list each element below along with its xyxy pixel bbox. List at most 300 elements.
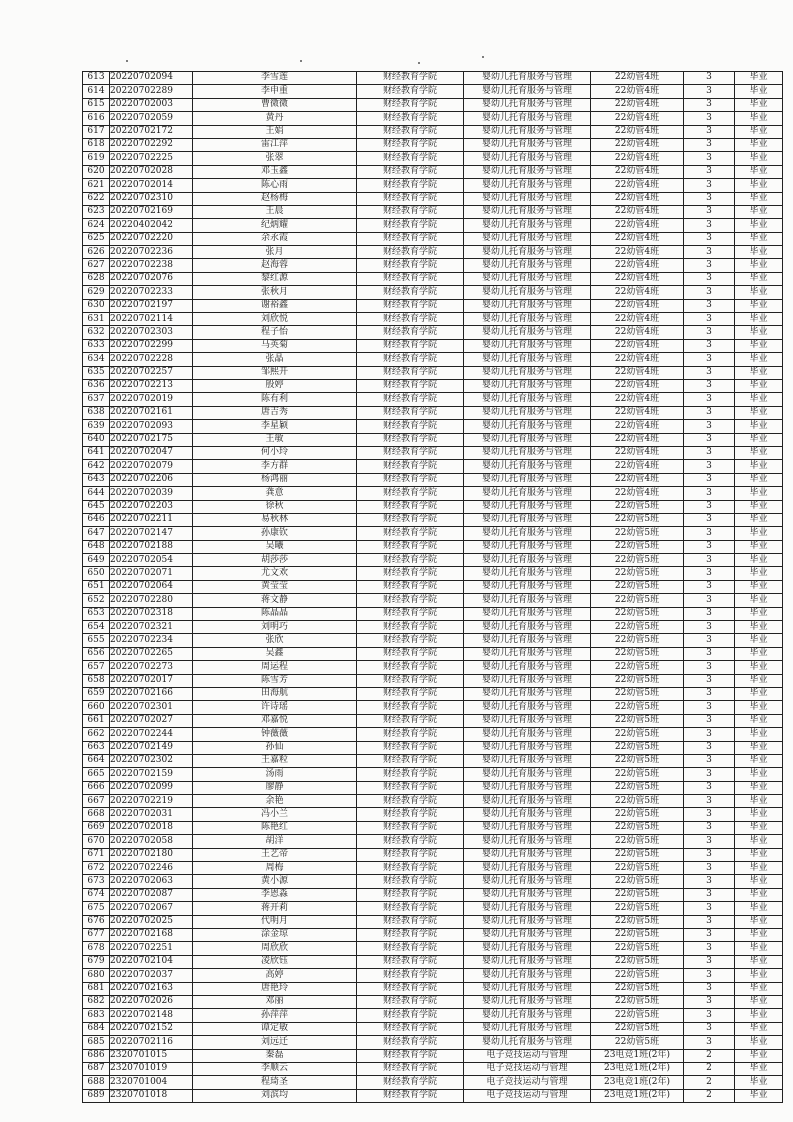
student-id-cell: 20220702225 bbox=[110, 152, 193, 165]
table-row bbox=[83, 687, 783, 700]
table-row bbox=[83, 607, 783, 620]
class-cell: 22幼管4班 bbox=[591, 393, 684, 406]
student-name-cell: 黄小源 bbox=[193, 875, 357, 888]
major-cell: 婴幼儿托育服务与管理 bbox=[464, 138, 591, 151]
table-row bbox=[83, 487, 783, 500]
student-id-cell: 20220702238 bbox=[110, 259, 193, 272]
major-cell: 婴幼儿托育服务与管理 bbox=[464, 420, 591, 433]
college-cell: 财经教育学院 bbox=[357, 888, 464, 901]
status-cell: 毕业 bbox=[735, 580, 783, 593]
years-cell: 3 bbox=[684, 969, 735, 982]
student-id-cell: 20220702299 bbox=[110, 339, 193, 352]
student-id-cell: 20220702018 bbox=[110, 821, 193, 834]
college-cell: 财经教育学院 bbox=[357, 821, 464, 834]
student-name-cell: 邓嘉悦 bbox=[193, 714, 357, 727]
scan-speck bbox=[126, 60, 128, 62]
college-cell: 财经教育学院 bbox=[357, 902, 464, 915]
student-name-cell: 邓玉鑫 bbox=[193, 165, 357, 178]
table-row bbox=[83, 473, 783, 486]
table-row bbox=[83, 420, 783, 433]
years-cell: 2 bbox=[684, 1062, 735, 1075]
student-name-cell: 吴曦 bbox=[193, 540, 357, 553]
college-cell: 财经教育学院 bbox=[357, 232, 464, 245]
table-row bbox=[83, 1036, 783, 1049]
major-cell: 婴幼儿托育服务与管理 bbox=[464, 246, 591, 259]
table-row bbox=[83, 446, 783, 459]
class-cell: 22幼管4班 bbox=[591, 246, 684, 259]
table-row bbox=[83, 580, 783, 593]
student-name-cell: 王艺帝 bbox=[193, 848, 357, 861]
student-id-cell: 20220702019 bbox=[110, 393, 193, 406]
student-id-cell: 20220702180 bbox=[110, 848, 193, 861]
row-number-cell: 669 bbox=[83, 821, 110, 834]
row-number-cell: 644 bbox=[83, 487, 110, 500]
row-number-cell: 649 bbox=[83, 554, 110, 567]
status-cell: 毕业 bbox=[735, 219, 783, 232]
status-cell: 毕业 bbox=[735, 473, 783, 486]
years-cell: 3 bbox=[684, 594, 735, 607]
table-row bbox=[83, 835, 783, 848]
table-row bbox=[83, 1062, 783, 1075]
student-id-cell: 20220702014 bbox=[110, 179, 193, 192]
student-id-cell: 20220702318 bbox=[110, 607, 193, 620]
class-cell: 22幼管5班 bbox=[591, 821, 684, 834]
table-row bbox=[83, 152, 783, 165]
class-cell: 22幼管4班 bbox=[591, 299, 684, 312]
years-cell: 3 bbox=[684, 98, 735, 111]
student-name-cell: 邹熙开 bbox=[193, 366, 357, 379]
college-cell: 财经教育学院 bbox=[357, 754, 464, 767]
student-id-cell: 20220702017 bbox=[110, 674, 193, 687]
status-cell: 毕业 bbox=[735, 1036, 783, 1049]
status-cell: 毕业 bbox=[735, 286, 783, 299]
row-number-cell: 641 bbox=[83, 446, 110, 459]
college-cell: 财经教育学院 bbox=[357, 152, 464, 165]
table-row bbox=[83, 125, 783, 138]
years-cell: 3 bbox=[684, 406, 735, 419]
student-id-cell: 20220702025 bbox=[110, 915, 193, 928]
class-cell: 22幼管5班 bbox=[591, 808, 684, 821]
status-cell: 毕业 bbox=[735, 982, 783, 995]
college-cell: 财经教育学院 bbox=[357, 835, 464, 848]
years-cell: 3 bbox=[684, 1036, 735, 1049]
table-row bbox=[83, 232, 783, 245]
student-id-cell: 20220702003 bbox=[110, 98, 193, 111]
class-cell: 22幼管5班 bbox=[591, 567, 684, 580]
years-cell: 3 bbox=[684, 848, 735, 861]
major-cell: 婴幼儿托育服务与管理 bbox=[464, 728, 591, 741]
student-id-cell: 20220702219 bbox=[110, 795, 193, 808]
status-cell: 毕业 bbox=[735, 969, 783, 982]
years-cell: 3 bbox=[684, 313, 735, 326]
student-name-cell: 唐吉秀 bbox=[193, 406, 357, 419]
row-number-cell: 658 bbox=[83, 674, 110, 687]
table-row bbox=[83, 942, 783, 955]
table-row bbox=[83, 848, 783, 861]
college-cell: 财经教育学院 bbox=[357, 353, 464, 366]
years-cell: 3 bbox=[684, 540, 735, 553]
class-cell: 22幼管5班 bbox=[591, 969, 684, 982]
major-cell: 婴幼儿托育服务与管理 bbox=[464, 955, 591, 968]
class-cell: 22幼管4班 bbox=[591, 138, 684, 151]
status-cell: 毕业 bbox=[735, 1022, 783, 1035]
status-cell: 毕业 bbox=[735, 433, 783, 446]
status-cell: 毕业 bbox=[735, 728, 783, 741]
status-cell: 毕业 bbox=[735, 915, 783, 928]
table-row bbox=[83, 192, 783, 205]
college-cell: 财经教育学院 bbox=[357, 326, 464, 339]
student-name-cell: 易秋林 bbox=[193, 513, 357, 526]
row-number-cell: 638 bbox=[83, 406, 110, 419]
years-cell: 3 bbox=[684, 982, 735, 995]
years-cell: 3 bbox=[684, 661, 735, 674]
student-name-cell: 张翠 bbox=[193, 152, 357, 165]
student-id-cell: 20220702116 bbox=[110, 1036, 193, 1049]
years-cell: 3 bbox=[684, 366, 735, 379]
row-number-cell: 628 bbox=[83, 272, 110, 285]
student-name-cell: 李顺云 bbox=[193, 1062, 357, 1075]
years-cell: 3 bbox=[684, 754, 735, 767]
status-cell: 毕业 bbox=[735, 406, 783, 419]
college-cell: 财经教育学院 bbox=[357, 487, 464, 500]
years-cell: 3 bbox=[684, 473, 735, 486]
row-number-cell: 619 bbox=[83, 152, 110, 165]
major-cell: 婴幼儿托育服务与管理 bbox=[464, 259, 591, 272]
table-row bbox=[83, 540, 783, 553]
class-cell: 22幼管4班 bbox=[591, 366, 684, 379]
status-cell: 毕业 bbox=[735, 420, 783, 433]
class-cell: 22幼管5班 bbox=[591, 540, 684, 553]
row-number-cell: 643 bbox=[83, 473, 110, 486]
years-cell: 3 bbox=[684, 138, 735, 151]
class-cell: 22幼管5班 bbox=[591, 929, 684, 942]
years-cell: 2 bbox=[684, 1076, 735, 1089]
major-cell: 婴幼儿托育服务与管理 bbox=[464, 1036, 591, 1049]
major-cell: 婴幼儿托育服务与管理 bbox=[464, 969, 591, 982]
years-cell: 3 bbox=[684, 165, 735, 178]
class-cell: 22幼管4班 bbox=[591, 326, 684, 339]
college-cell: 财经教育学院 bbox=[357, 1022, 464, 1035]
college-cell: 财经教育学院 bbox=[357, 138, 464, 151]
row-number-cell: 674 bbox=[83, 888, 110, 901]
table-row bbox=[83, 1009, 783, 1022]
row-number-cell: 663 bbox=[83, 741, 110, 754]
status-cell: 毕业 bbox=[735, 875, 783, 888]
college-cell: 财经教育学院 bbox=[357, 205, 464, 218]
college-cell: 财经教育学院 bbox=[357, 406, 464, 419]
status-cell: 毕业 bbox=[735, 862, 783, 875]
years-cell: 3 bbox=[684, 647, 735, 660]
class-cell: 22幼管4班 bbox=[591, 125, 684, 138]
student-id-cell: 20220702301 bbox=[110, 701, 193, 714]
status-cell: 毕业 bbox=[735, 754, 783, 767]
student-name-cell: 马英菊 bbox=[193, 339, 357, 352]
student-id-cell: 20220702228 bbox=[110, 353, 193, 366]
status-cell: 毕业 bbox=[735, 674, 783, 687]
college-cell: 财经教育学院 bbox=[357, 995, 464, 1008]
years-cell: 3 bbox=[684, 888, 735, 901]
class-cell: 22幼管5班 bbox=[591, 848, 684, 861]
table-row bbox=[83, 875, 783, 888]
college-cell: 财经教育学院 bbox=[357, 98, 464, 111]
row-number-cell: 615 bbox=[83, 98, 110, 111]
status-cell: 毕业 bbox=[735, 487, 783, 500]
row-number-cell: 639 bbox=[83, 420, 110, 433]
student-id-cell: 20220702159 bbox=[110, 768, 193, 781]
class-cell: 22幼管4班 bbox=[591, 313, 684, 326]
class-cell: 22幼管4班 bbox=[591, 152, 684, 165]
student-name-cell: 谭定敏 bbox=[193, 1022, 357, 1035]
table-row bbox=[83, 781, 783, 794]
major-cell: 婴幼儿托育服务与管理 bbox=[464, 272, 591, 285]
student-name-cell: 李方群 bbox=[193, 460, 357, 473]
years-cell: 3 bbox=[684, 259, 735, 272]
table-row bbox=[83, 1049, 783, 1062]
student-name-cell: 陈心雨 bbox=[193, 179, 357, 192]
major-cell: 婴幼儿托育服务与管理 bbox=[464, 112, 591, 125]
table-row bbox=[83, 1076, 783, 1089]
student-id-cell: 20220702059 bbox=[110, 112, 193, 125]
status-cell: 毕业 bbox=[735, 299, 783, 312]
college-cell: 财经教育学院 bbox=[357, 1036, 464, 1049]
student-id-cell: 2320701019 bbox=[110, 1062, 193, 1075]
major-cell: 婴幼儿托育服务与管理 bbox=[464, 714, 591, 727]
row-number-cell: 660 bbox=[83, 701, 110, 714]
college-cell: 财经教育学院 bbox=[357, 85, 464, 98]
status-cell: 毕业 bbox=[735, 687, 783, 700]
student-id-cell: 20220702071 bbox=[110, 567, 193, 580]
college-cell: 财经教育学院 bbox=[357, 661, 464, 674]
major-cell: 婴幼儿托育服务与管理 bbox=[464, 580, 591, 593]
table-row bbox=[83, 85, 783, 98]
class-cell: 22幼管4班 bbox=[591, 259, 684, 272]
student-name-cell: 周运程 bbox=[193, 661, 357, 674]
row-number-cell: 685 bbox=[83, 1036, 110, 1049]
table-row bbox=[83, 339, 783, 352]
class-cell: 22幼管4班 bbox=[591, 379, 684, 392]
status-cell: 毕业 bbox=[735, 888, 783, 901]
years-cell: 3 bbox=[684, 902, 735, 915]
student-name-cell: 许诗瑶 bbox=[193, 701, 357, 714]
years-cell: 3 bbox=[684, 768, 735, 781]
table-row bbox=[83, 179, 783, 192]
status-cell: 毕业 bbox=[735, 513, 783, 526]
table-row bbox=[83, 661, 783, 674]
major-cell: 婴幼儿托育服务与管理 bbox=[464, 353, 591, 366]
class-cell: 23电竞1班(2年) bbox=[591, 1089, 684, 1102]
status-cell: 毕业 bbox=[735, 259, 783, 272]
college-cell: 财经教育学院 bbox=[357, 687, 464, 700]
row-number-cell: 623 bbox=[83, 205, 110, 218]
status-cell: 毕业 bbox=[735, 821, 783, 834]
student-id-cell: 20220702166 bbox=[110, 687, 193, 700]
years-cell: 3 bbox=[684, 393, 735, 406]
student-id-cell: 20220702280 bbox=[110, 594, 193, 607]
student-id-cell: 20220702094 bbox=[110, 72, 193, 85]
class-cell: 22幼管5班 bbox=[591, 687, 684, 700]
major-cell: 电子竞技运动与管理 bbox=[464, 1049, 591, 1062]
college-cell: 财经教育学院 bbox=[357, 1076, 464, 1089]
student-id-cell: 20220702234 bbox=[110, 634, 193, 647]
row-number-cell: 679 bbox=[83, 955, 110, 968]
student-name-cell: 张晶 bbox=[193, 353, 357, 366]
student-id-cell: 20220702063 bbox=[110, 875, 193, 888]
major-cell: 婴幼儿托育服务与管理 bbox=[464, 232, 591, 245]
table-row bbox=[83, 915, 783, 928]
row-number-cell: 656 bbox=[83, 647, 110, 660]
row-number-cell: 637 bbox=[83, 393, 110, 406]
student-id-cell: 20220702149 bbox=[110, 741, 193, 754]
status-cell: 毕业 bbox=[735, 246, 783, 259]
years-cell: 3 bbox=[684, 995, 735, 1008]
status-cell: 毕业 bbox=[735, 701, 783, 714]
student-id-cell: 20220702289 bbox=[110, 85, 193, 98]
student-name-cell: 尤文欢 bbox=[193, 567, 357, 580]
table-row bbox=[83, 353, 783, 366]
table-row bbox=[83, 299, 783, 312]
years-cell: 3 bbox=[684, 674, 735, 687]
student-name-cell: 李星颖 bbox=[193, 420, 357, 433]
student-name-cell: 秦磊 bbox=[193, 1049, 357, 1062]
class-cell: 22幼管5班 bbox=[591, 781, 684, 794]
student-name-cell: 殷婷 bbox=[193, 379, 357, 392]
class-cell: 22幼管5班 bbox=[591, 741, 684, 754]
student-id-cell: 2320701004 bbox=[110, 1076, 193, 1089]
class-cell: 22幼管4班 bbox=[591, 353, 684, 366]
college-cell: 财经教育学院 bbox=[357, 982, 464, 995]
college-cell: 财经教育学院 bbox=[357, 313, 464, 326]
student-name-cell: 唐艳玲 bbox=[193, 982, 357, 995]
major-cell: 婴幼儿托育服务与管理 bbox=[464, 500, 591, 513]
class-cell: 22幼管5班 bbox=[591, 1009, 684, 1022]
row-number-cell: 671 bbox=[83, 848, 110, 861]
student-name-cell: 陈有利 bbox=[193, 393, 357, 406]
scan-speck bbox=[418, 62, 420, 64]
table-row bbox=[83, 768, 783, 781]
major-cell: 婴幼儿托育服务与管理 bbox=[464, 1009, 591, 1022]
row-number-cell: 668 bbox=[83, 808, 110, 821]
class-cell: 22幼管4班 bbox=[591, 205, 684, 218]
class-cell: 22幼管4班 bbox=[591, 339, 684, 352]
row-number-cell: 680 bbox=[83, 969, 110, 982]
student-name-cell: 刘滨均 bbox=[193, 1089, 357, 1102]
major-cell: 婴幼儿托育服务与管理 bbox=[464, 1022, 591, 1035]
status-cell: 毕业 bbox=[735, 795, 783, 808]
table-row bbox=[83, 500, 783, 513]
class-cell: 22幼管4班 bbox=[591, 487, 684, 500]
status-cell: 毕业 bbox=[735, 326, 783, 339]
student-id-cell: 20220702093 bbox=[110, 420, 193, 433]
class-cell: 22幼管4班 bbox=[591, 420, 684, 433]
years-cell: 3 bbox=[684, 714, 735, 727]
years-cell: 3 bbox=[684, 527, 735, 540]
row-number-cell: 640 bbox=[83, 433, 110, 446]
major-cell: 婴幼儿托育服务与管理 bbox=[464, 594, 591, 607]
student-name-cell: 孙仙 bbox=[193, 741, 357, 754]
college-cell: 财经教育学院 bbox=[357, 527, 464, 540]
student-name-cell: 黄莹莹 bbox=[193, 580, 357, 593]
years-cell: 3 bbox=[684, 741, 735, 754]
major-cell: 婴幼儿托育服务与管理 bbox=[464, 902, 591, 915]
student-name-cell: 周欣欣 bbox=[193, 942, 357, 955]
class-cell: 22幼管4班 bbox=[591, 219, 684, 232]
student-id-cell: 20220702169 bbox=[110, 205, 193, 218]
class-cell: 22幼管5班 bbox=[591, 513, 684, 526]
status-cell: 毕业 bbox=[735, 634, 783, 647]
status-cell: 毕业 bbox=[735, 72, 783, 85]
student-name-cell: 胡莎莎 bbox=[193, 554, 357, 567]
table-row bbox=[83, 527, 783, 540]
major-cell: 婴幼儿托育服务与管理 bbox=[464, 567, 591, 580]
major-cell: 婴幼儿托育服务与管理 bbox=[464, 286, 591, 299]
years-cell: 3 bbox=[684, 808, 735, 821]
years-cell: 3 bbox=[684, 554, 735, 567]
class-cell: 22幼管4班 bbox=[591, 85, 684, 98]
table-row bbox=[83, 1022, 783, 1035]
major-cell: 电子竞技运动与管理 bbox=[464, 1089, 591, 1102]
class-cell: 22幼管5班 bbox=[591, 527, 684, 540]
college-cell: 财经教育学院 bbox=[357, 929, 464, 942]
class-cell: 23电竞1班(2年) bbox=[591, 1076, 684, 1089]
status-cell: 毕业 bbox=[735, 1049, 783, 1062]
status-cell: 毕业 bbox=[735, 339, 783, 352]
college-cell: 财经教育学院 bbox=[357, 1049, 464, 1062]
class-cell: 22幼管5班 bbox=[591, 500, 684, 513]
status-cell: 毕业 bbox=[735, 647, 783, 660]
row-number-cell: 676 bbox=[83, 915, 110, 928]
student-id-cell: 20220702047 bbox=[110, 446, 193, 459]
class-cell: 22幼管5班 bbox=[591, 795, 684, 808]
row-number-cell: 632 bbox=[83, 326, 110, 339]
student-name-cell: 黄丹 bbox=[193, 112, 357, 125]
status-cell: 毕业 bbox=[735, 768, 783, 781]
college-cell: 财经教育学院 bbox=[357, 580, 464, 593]
college-cell: 财经教育学院 bbox=[357, 728, 464, 741]
class-cell: 22幼管4班 bbox=[591, 473, 684, 486]
student-id-cell: 20220702027 bbox=[110, 714, 193, 727]
major-cell: 婴幼儿托育服务与管理 bbox=[464, 299, 591, 312]
student-name-cell: 陈晶晶 bbox=[193, 607, 357, 620]
status-cell: 毕业 bbox=[735, 313, 783, 326]
college-cell: 财经教育学院 bbox=[357, 942, 464, 955]
row-number-cell: 657 bbox=[83, 661, 110, 674]
years-cell: 3 bbox=[684, 326, 735, 339]
status-cell: 毕业 bbox=[735, 85, 783, 98]
years-cell: 2 bbox=[684, 1049, 735, 1062]
class-cell: 22幼管4班 bbox=[591, 460, 684, 473]
status-cell: 毕业 bbox=[735, 379, 783, 392]
table-row bbox=[83, 701, 783, 714]
status-cell: 毕业 bbox=[735, 192, 783, 205]
row-number-cell: 653 bbox=[83, 607, 110, 620]
student-name-cell: 李恩淼 bbox=[193, 888, 357, 901]
class-cell: 22幼管5班 bbox=[591, 647, 684, 660]
student-name-cell: 蒋文静 bbox=[193, 594, 357, 607]
major-cell: 婴幼儿托育服务与管理 bbox=[464, 406, 591, 419]
college-cell: 财经教育学院 bbox=[357, 393, 464, 406]
student-id-cell: 20220702163 bbox=[110, 982, 193, 995]
student-name-cell: 黎红源 bbox=[193, 272, 357, 285]
years-cell: 3 bbox=[684, 460, 735, 473]
class-cell: 23电竞1班(2年) bbox=[591, 1062, 684, 1075]
row-number-cell: 677 bbox=[83, 929, 110, 942]
major-cell: 婴幼儿托育服务与管理 bbox=[464, 929, 591, 942]
years-cell: 3 bbox=[684, 205, 735, 218]
row-number-cell: 627 bbox=[83, 259, 110, 272]
table-row bbox=[83, 1089, 783, 1102]
years-cell: 3 bbox=[684, 929, 735, 942]
table-body bbox=[83, 72, 783, 1103]
